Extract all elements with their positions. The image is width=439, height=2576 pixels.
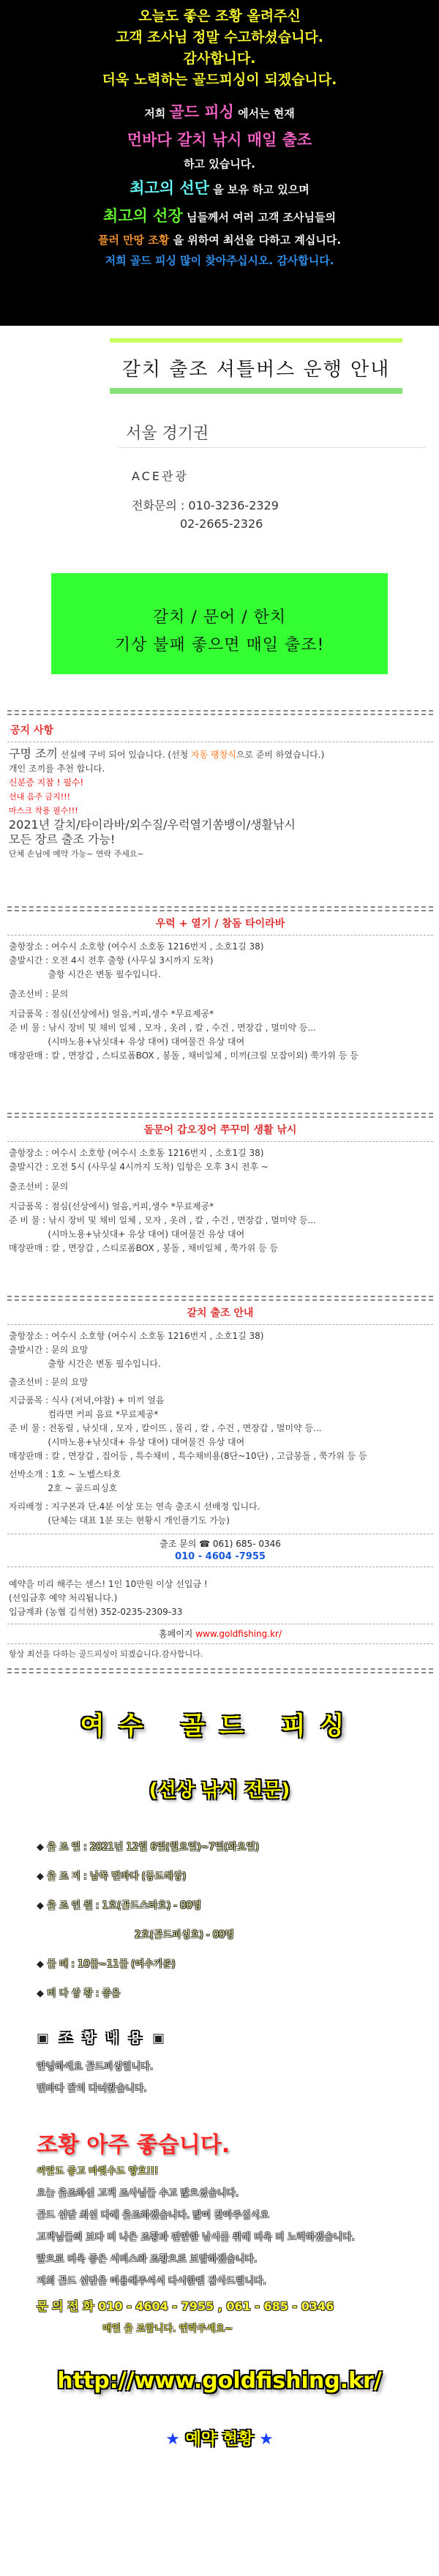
course-row: 매장판매 : 칼 , 면장갑 , 스티로폼BOX , 봉돌 , 채비일체 , 미끼(크릴 모잡이외) 쭉가위 등 등	[9, 1050, 359, 1061]
diamond-icon: ◆	[37, 1871, 44, 1882]
diamond-icon: ◆	[37, 1959, 44, 1970]
info-crew: ◆ 출 조 인 원 : 1호(골드스타호) - 00명	[37, 1900, 202, 1911]
course-title: 돌문어 갑오징어 쭈꾸미 생활 낚시	[143, 1124, 297, 1136]
hero-line-10: 플러 만땅 조황 을 위하여 최선을 다하고 계십니다.	[97, 234, 342, 247]
shuttle-phone-1: 전화문의 : 010-3236-2329	[132, 499, 279, 512]
course-row: 지급품목 : 점심(선상에서) 얼음,커피,생수 *무료제공*	[9, 1201, 214, 1212]
info-location: ◆ 출 조 지 : 남쪽 먼바다 (통도해상)	[37, 1871, 187, 1882]
course-rockfish-section	[7, 906, 433, 1063]
course-row: (시마노용+낚싯대+ 유상 대여) 대여물건 유상 대여	[9, 1437, 245, 1447]
course-row: 출조선비 : 문의	[9, 1181, 69, 1192]
course-row: 지급품목 : 식사 (저녁,야참) + 미끼 얼음	[9, 1395, 165, 1405]
shuttle-company: ACE관광	[132, 469, 189, 483]
notice-genres: 2021년 갈치/타이라바/외수질/우럭열기쏨뱅이/생활낚시	[9, 818, 296, 832]
hero-line-3: 감사합니다.	[183, 51, 256, 67]
info-tide: ◆ 물 때 : 10물~11물 (여수기준)	[37, 1959, 176, 1970]
course-row: 준 비 물 : 전동릴 , 낚싯대 , 모자 , 칼이뜨 , 물리 , 칼 , 수건 , 면장갑 , 멀미약 등...	[9, 1423, 322, 1433]
deposit-row: (선입금후 예약 처리됩니다.)	[9, 1593, 118, 1603]
divider	[7, 1296, 433, 1297]
notice-row: 개인 조끼를 추천 합니다.	[9, 764, 105, 774]
report-line: 저희 골드 선단을 이용해주셔서 다시한번 감사드립니다.	[37, 2276, 266, 2287]
catch-headline: 조황 아주 좋습니다.	[37, 2132, 230, 2158]
hero-line-4: 더욱 노력하는 골드피싱이 되겠습니다.	[102, 72, 337, 88]
divider	[7, 1668, 433, 1670]
shuttle-title: 갈치 출조 셔틀버스 운행 안내	[110, 338, 402, 394]
report-heading: ▣ 조 황 내 용 ▣	[37, 2031, 168, 2046]
hero-line-11: 저희 골드 피싱 많이 찾아주십시오. 감사합니다.	[105, 254, 334, 267]
report-line: 앞으로 더욱 좋은 서비스와 조황으로 보답하겠습니다.	[37, 2254, 258, 2265]
target-species: 갈치 / 문어 / 한치	[152, 608, 287, 627]
divider	[7, 710, 433, 712]
course-row: 준 비 물 : 낚시 장비 및 채비 일체 , 모자 , 옷려 , 칼 , 수건 , 면장갑 , 멀미약 등...	[9, 1215, 316, 1225]
hero-line-6: 먼바다 갈치 낚시 매일 출조	[127, 131, 312, 149]
deposit-row: 예약을 미리 해주는 센스! 1인 10만원 이상 선입금 !	[9, 1579, 208, 1589]
info-crew-2: 2호(골드피싱호) - 00명	[135, 1930, 234, 1941]
course-row: 선박소개 : 1호 ~ 노벨스타호	[9, 1469, 121, 1479]
hero-banner	[0, 0, 439, 326]
divider	[7, 1113, 433, 1114]
course-row: 자리배정 : 지구본과 단.4분 이상 또는 연속 출조시 선배정 입니다.	[9, 1501, 260, 1512]
divider	[7, 714, 433, 715]
hero-line-5: 저희 골드 피싱 에서는 현재	[144, 103, 295, 121]
hero-line-2: 고객 조사님 정말 수고하셨습니다.	[115, 29, 324, 45]
course-row: 매장판매 : 칼 , 면장갑 , 스티로폼BOX , 봉돌 , 채비일체 , 쭉가위 등 등	[9, 1243, 279, 1253]
star-icon: ★	[259, 2430, 274, 2449]
gold-subtitle: (선상 낚시 전문)	[149, 1780, 290, 1802]
greeting-2: 먼바다 갈치 다녀왔습니다.	[37, 2083, 147, 2094]
daily-departure-note: 매일 출 조합니다. 연락주세요~	[102, 2323, 233, 2334]
reservation-status[interactable]: ★ 예약 현황 ★	[165, 2430, 274, 2449]
course-row: 2호 ~ 골드피싱호	[9, 1483, 118, 1493]
shuttle-region: 서울 경기권	[126, 425, 209, 443]
daily-departure: 기상 불패 좋으면 매일 출조!	[114, 636, 325, 654]
website-link[interactable]: http://www.goldfishing.kr/	[57, 2368, 382, 2394]
course-row: (단체는 대표 1분 또는 현황시 개인플기도 가능)	[9, 1515, 230, 1526]
hero-line-9: 최고의 선장 님들께서 여러 고객 조사님들의	[102, 207, 336, 225]
square-icon: ▣	[151, 2031, 168, 2046]
report-line: 고객님들의 보다 더 나은 조황과 편안한 낚시를 위해 더욱 더 노력하겠습니다.	[37, 2232, 355, 2243]
course-title: 갈치 출조 안내	[187, 1307, 254, 1319]
hero-line-1: 오늘도 좋은 조황 올려주신	[138, 8, 301, 24]
divider	[7, 1141, 433, 1142]
notice-lifejacket: 구명 조끼 선실에 구비 되어 있습니다. (선청 자동 팽창식으로 준비 하였습니다.)	[9, 747, 325, 761]
diamond-icon: ◆	[37, 1900, 44, 1911]
course-row: 출발시간 : 문의 요망	[9, 1345, 89, 1355]
homepage-link[interactable]: www.goldfishing.kr/	[192, 1629, 282, 1639]
notice-section	[7, 710, 433, 861]
course-row: (시마노용+낚싯대+ 유상 대여) 대여물건 유상 대여	[9, 1229, 245, 1239]
star-icon: ★	[165, 2430, 180, 2449]
course-row: 준 비 물 : 낚시 장비 및 채비 일체 , 모자 , 옷려 , 칼 , 수건 , 면장갑 , 멀미약 등...	[9, 1023, 316, 1033]
course-row: 출조선비 : 문의 요망	[9, 1377, 89, 1387]
hero-line-7: 하고 있습니다.	[184, 157, 255, 171]
shuttle-phone-2: 02-2665-2326	[180, 517, 263, 531]
deposit-account: 입금계좌 (농협 김석현) 352-0235-2309-33	[9, 1607, 183, 1617]
report-line: 씨알도 좋고 마릿수도 양호!!!	[37, 2166, 159, 2177]
divider	[7, 910, 433, 911]
diamond-icon: ◆	[37, 1988, 44, 1999]
divider	[7, 906, 433, 908]
course-row: 컴라면 커피 음료 *무료제공*	[9, 1409, 159, 1419]
report-line: 오늘 출조하신 고객 조사님들 수고 많으셨습니다.	[37, 2188, 239, 2199]
divider	[7, 1116, 433, 1118]
greeting-1: 안녕하세요 골드피싱입니다.	[37, 2061, 153, 2072]
contact-phones: 문 의 전 화 010 - 4604 - 7955 , 061 - 685 - 0346	[37, 2299, 334, 2313]
course-row: 출항 시간은 변동 필수입니다.	[9, 1359, 161, 1369]
course-row: 출발시간 : 오전 5시 (사무실 4시까지 도착) 입항은 오후 3시 전후 ~	[9, 1162, 269, 1172]
diamond-icon: ◆	[37, 1842, 44, 1853]
notice-mask: 마스크 착용 필수!!!	[9, 806, 78, 815]
target-species-box	[51, 573, 388, 674]
course-row: 지급품목 : 점심(선상에서) 얼음,커피,생수 *무료제공*	[9, 1009, 214, 1019]
divider	[7, 1324, 433, 1325]
course-hairtail-section	[7, 1296, 433, 1567]
homepage-label: 홈페이지	[159, 1629, 193, 1639]
course-row: 출조선비 : 문의	[9, 989, 69, 999]
divider	[7, 1672, 433, 1673]
divider	[7, 935, 433, 936]
course-title: 우럭 + 열기 / 참돔 타이라바	[155, 918, 285, 930]
hero-line-8: 최고의 선단 을 보유 하고 있으며	[130, 179, 309, 197]
course-row: 출항장소 : 여수시 소호항 (여수시 소호동 1216번지 , 소호1길 38)	[9, 1331, 264, 1341]
notice-no-drinking: 선내 음주 금지!!!	[9, 792, 70, 802]
course-row: (시마노용+낚싯대+ 유상 대여) 대여물건 유상 대여	[9, 1037, 245, 1047]
divider	[7, 1299, 433, 1301]
divider	[7, 1643, 433, 1644]
course-octopus-section	[7, 1113, 433, 1255]
contact-phone[interactable]: 010 - 4604 -7955	[175, 1551, 266, 1562]
footer-note: 항상 최선을 다하는 골드피싱이 되겠습니다.감사합니다.	[9, 1649, 203, 1659]
notice-id-required: 신분증 지참 ! 필수!	[9, 777, 84, 788]
notice-group: 단체 손님에 예약 가능~ 연락 주세요~	[9, 849, 144, 859]
info-date: ◆ 출 조 일 : 2021년 12월 6일(월요일)~7일(화요일)	[37, 1842, 259, 1853]
course-row: 매장판매 : 칼 , 면장갑 , 집어등 , 특수채비 , 특수채비용(8단~10단) , 고급봉돌 , 쭉가위 등 등	[9, 1451, 367, 1461]
course-row: 출항 시간은 변동 필수입니다.	[9, 969, 161, 979]
info-sea: ◆ 비 다 상 황 : 좋음	[37, 1988, 121, 1999]
gold-title: 여수 골드 피싱	[80, 1711, 359, 1741]
notice-title: 공지 사항	[10, 725, 53, 736]
homepage-row	[7, 1627, 433, 1640]
contact-label: 출조 문의 ☎ 061) 685- 0346	[160, 1539, 281, 1549]
course-row: 출항장소 : 여수시 소호항 (여수시 소호동 1216번지 , 소호1길 38)	[9, 941, 264, 952]
course-row: 출항장소 : 여수시 소호항 (여수시 소호동 1216번지 , 소호1길 38)	[9, 1148, 264, 1158]
report-line: 골드 선단 최선 다해 출조하겠습니다. 많이 찾아주십시오	[37, 2210, 269, 2221]
deposit-section	[7, 1578, 433, 1673]
divider	[119, 447, 426, 448]
notice-all-genres: 모든 장르 출조 가능!	[9, 832, 116, 846]
square-icon: ▣	[37, 2031, 53, 2046]
course-row: 출발시간 : 오전 4시 전후 출항 (사무실 3시까지 도착)	[9, 955, 214, 966]
